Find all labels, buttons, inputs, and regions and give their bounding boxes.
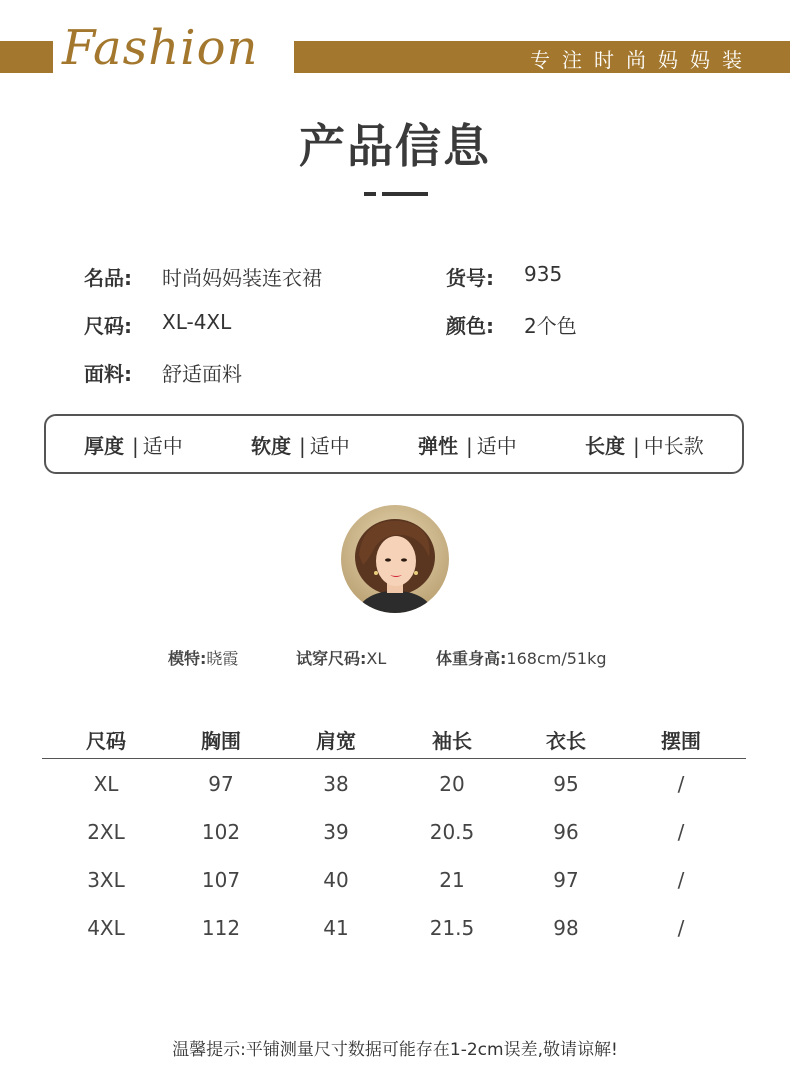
attr-key: 软度 [251,434,291,458]
table-cell: 97 [553,868,579,892]
color-value: 2个色 [524,314,577,338]
color-label: 颜色: [446,314,494,338]
table-cell: 97 [208,772,234,796]
trial-value: XL [366,649,387,668]
attr-length [585,430,704,459]
model-value: 晓霞 [206,649,239,668]
attr-separator: | [299,434,306,458]
attr-value: 适中 [476,434,517,458]
table-cell: 95 [553,772,579,796]
table-cell: 20.5 [429,820,475,844]
size-value: XL-4XL [162,310,232,334]
table-header-size: 尺码 [86,729,126,753]
model-label: 模特: [168,649,207,668]
table-cell: / [677,820,685,844]
table-cell: 40 [323,868,349,892]
table-header-length: 衣长 [546,729,586,753]
model-avatar [341,505,449,613]
table-cell: 3XL [87,868,125,892]
table-cell: 112 [201,916,241,940]
body-value: 168cm/51kg [506,649,607,668]
table-cell: / [677,916,685,940]
size-label: 尺码: [84,314,132,338]
table-cell: 41 [323,916,349,940]
table-cell: 20 [439,772,465,796]
footer-note: 温馨提示:平铺测量尺寸数据可能存在1-2cm误差,敬请谅解! [172,1040,618,1060]
attr-separator: | [466,434,473,458]
attr-key: 弹性 [418,434,458,458]
table-cell: 4XL [87,916,125,940]
name-label: 名品: [84,266,132,290]
attr-key: 长度 [585,434,625,458]
fabric-value: 舒适面料 [162,362,242,386]
brand-logo: Fashion [62,20,259,76]
table-header-shoulder: 肩宽 [316,729,356,753]
table-cell: / [677,868,685,892]
attr-value: 中长款 [643,434,704,458]
table-cell: XL [93,772,119,796]
table-header-hem: 摆围 [661,729,701,753]
table-divider [42,758,746,759]
body-label: 体重身高: [436,649,507,668]
table-cell: 39 [323,820,349,844]
table-header-bust: 胸围 [201,729,241,753]
attr-separator: | [633,434,640,458]
sku-label: 货号: [446,266,494,290]
model-trial-size [296,646,386,669]
model-body [436,646,607,669]
title-divider-short [364,192,376,196]
table-header-sleeve: 袖长 [432,729,472,753]
table-cell: 21 [439,868,465,892]
table-cell: 21.5 [429,916,475,940]
page-title: 产品信息 [299,119,491,173]
table-cell: 2XL [87,820,125,844]
table-cell: 107 [201,868,241,892]
header-bar-left [0,41,53,73]
attr-key: 厚度 [84,434,124,458]
name-value: 时尚妈妈装连衣裙 [162,266,322,290]
trial-label: 试穿尺码: [296,649,367,668]
attr-elasticity [418,430,517,459]
title-divider-long [382,192,428,196]
table-cell: / [677,772,685,796]
attr-value: 适中 [309,434,350,458]
fabric-label: 面料: [84,362,132,386]
attr-thickness [84,430,183,459]
attr-separator: | [132,434,139,458]
table-cell: 38 [323,772,349,796]
attr-softness [251,430,350,459]
table-cell: 98 [553,916,579,940]
table-cell: 96 [553,820,579,844]
sku-value: 935 [524,262,563,286]
model-name [168,646,238,669]
header-tagline: 专注时尚妈妈装 [530,48,754,72]
attr-value: 适中 [142,434,183,458]
table-cell: 102 [201,820,241,844]
